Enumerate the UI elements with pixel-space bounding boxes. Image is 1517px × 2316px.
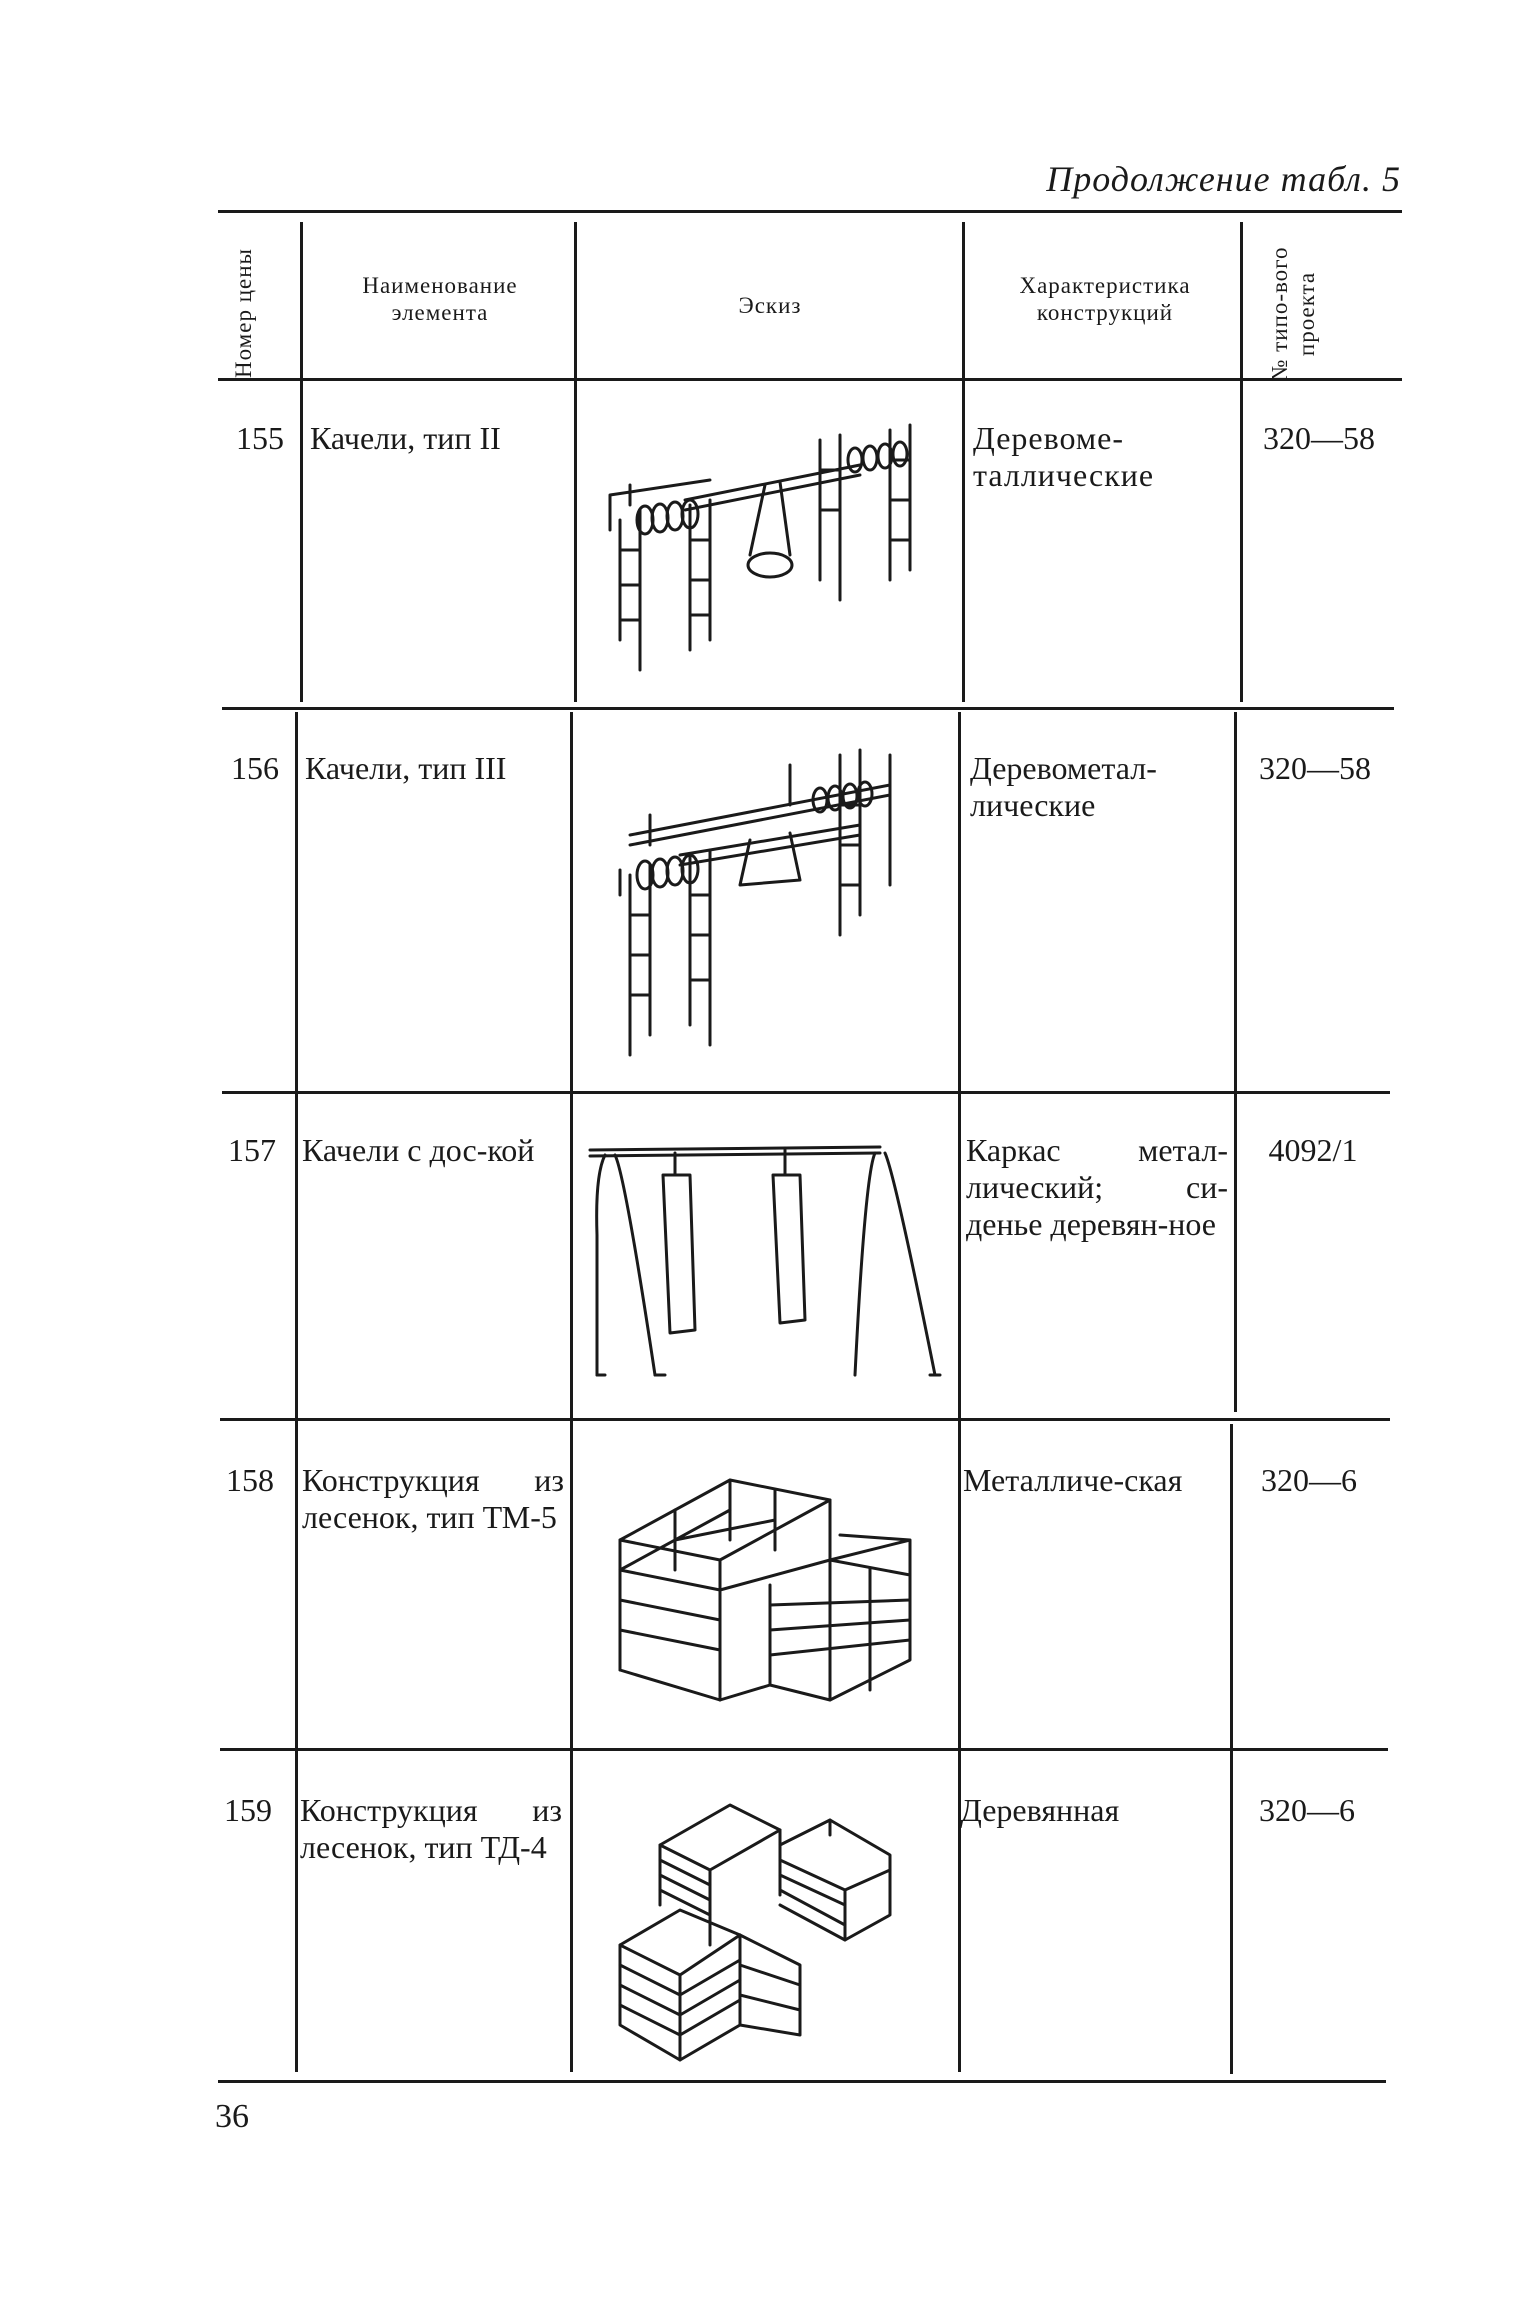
column-rule xyxy=(1230,1424,1233,2074)
column-rule xyxy=(300,222,303,702)
element-name: Качели, тип II xyxy=(310,420,501,456)
page-number: 36 xyxy=(215,2098,249,2135)
project-number: 320—6 xyxy=(1261,1462,1357,1498)
ladder-frame-tm5-icon xyxy=(600,1460,940,1730)
row-rule xyxy=(220,1748,1388,1751)
row-number: 156 xyxy=(231,750,279,786)
column-rule xyxy=(1240,222,1243,702)
construction-type: Деревометал-лические xyxy=(970,750,1157,823)
header-price-number: Номер цены xyxy=(231,248,256,378)
row-rule xyxy=(220,1418,1390,1421)
header-construction: Характеристика конструкций xyxy=(1019,273,1191,325)
element-name: Качели, тип III xyxy=(305,750,507,786)
construction-type: Каркас метал-лический; си-денье деревян-ное xyxy=(966,1132,1228,1242)
row-number: 155 xyxy=(236,420,284,456)
row-number: 158 xyxy=(226,1462,274,1498)
header-bottom-rule xyxy=(218,378,1402,381)
project-number: 320—58 xyxy=(1263,420,1375,456)
project-number: 4092/1 xyxy=(1268,1132,1358,1168)
project-number: 320—6 xyxy=(1259,1792,1355,1828)
table-bottom-rule xyxy=(218,2080,1386,2083)
table-top-rule xyxy=(218,210,1402,213)
swing-type-3-icon xyxy=(590,745,950,1075)
column-rule xyxy=(570,712,573,2072)
board-swing-icon xyxy=(575,1135,960,1405)
row-rule xyxy=(222,1091,1390,1094)
header-element-name: Наименование элемента xyxy=(362,273,518,325)
header-project-number: № типо-вого проекта xyxy=(1267,246,1319,382)
construction-type: Деревоме-таллические xyxy=(973,420,1155,493)
swing-type-2-icon xyxy=(590,410,950,690)
construction-type: Деревянная xyxy=(960,1792,1120,1828)
column-rule xyxy=(295,712,298,2072)
construction-type: Металличе-ская xyxy=(963,1462,1183,1498)
row-number: 159 xyxy=(224,1792,272,1828)
header-sketch: Эскиз xyxy=(738,293,802,318)
column-rule xyxy=(962,222,965,702)
table-continuation-caption: Продолжение табл. 5 xyxy=(1046,159,1401,199)
column-rule xyxy=(1234,712,1237,1412)
column-rule xyxy=(574,222,577,702)
row-number: 157 xyxy=(228,1132,276,1168)
ladder-frame-td4-icon xyxy=(600,1775,940,2075)
element-name: Качели с дос-кой xyxy=(302,1132,535,1168)
element-name: Конструкция из лесенок, тип ТД-4 xyxy=(300,1792,562,1865)
element-name: Конструкция из лесенок, тип ТМ-5 xyxy=(302,1462,564,1535)
project-number: 320—58 xyxy=(1259,750,1371,786)
row-rule xyxy=(222,707,1394,710)
